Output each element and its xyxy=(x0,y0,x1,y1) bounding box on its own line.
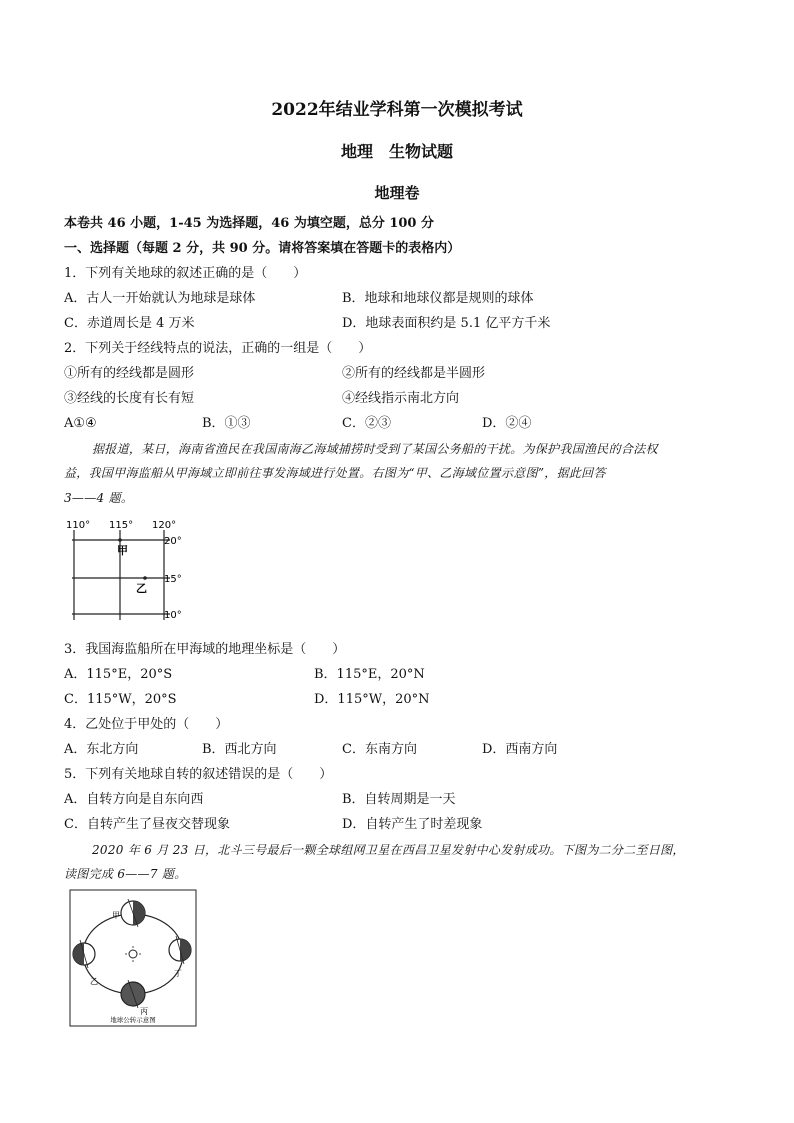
passage-2-line-2: 读图完成 6——7 题。 xyxy=(64,867,187,881)
question-4-option-a: A．东北方向 xyxy=(64,742,139,757)
question-4-option-d: D．西南方向 xyxy=(482,742,558,757)
instruction: 本卷共 46 小题，1-45 为选择题，46 为填空题，总分 100 分 xyxy=(64,216,435,231)
question-4-option-c: C．东南方向 xyxy=(342,742,417,757)
lat-label-20: 20° xyxy=(164,536,182,547)
question-3-option-c: C．115°W，20°S xyxy=(64,692,177,707)
diagram-caption: 地球公转示意图 xyxy=(110,1016,156,1024)
question-2-statement-1: ①所有的经线都是圆形 xyxy=(64,366,195,381)
question-3-option-d: D．115°W，20°N xyxy=(314,692,430,707)
point-yi-marker xyxy=(143,576,147,580)
question-5-stem: 5．下列有关地球自转的叙述错误的是（ ） xyxy=(64,767,333,782)
passage-2-line-1: 2020 年 6 月 23 日，北斗三号最后一颗全球组网卫星在西昌卫星发射中心发射成功。下图为二分二至日图， xyxy=(92,843,685,857)
passage-1-line-1: 据报道，某日，海南省渔民在我国南海乙海域捕捞时受到了某国公务船的干扰。为保护我国渔民的合法权 xyxy=(92,442,658,456)
question-2-option-b: B．①③ xyxy=(202,416,251,431)
exam-subtitle: 地理 生物试题 xyxy=(340,142,454,161)
question-5-option-c: C．自转产生了昼夜交替现象 xyxy=(64,817,230,832)
question-4-option-b: B．西北方向 xyxy=(202,742,277,757)
question-5-option-d: D．自转产生了时差现象 xyxy=(342,817,483,832)
question-5-option-b: B．自转周期是一天 xyxy=(342,792,456,807)
question-2-option-c: C．②③ xyxy=(342,416,391,431)
lon-label-115: 115° xyxy=(109,520,134,531)
part-heading: 一、选择题（每题 2 分，共 90 分。请将答案填在答题卡的表格内） xyxy=(64,241,461,256)
question-3-stem: 3．我国海监船所在甲海域的地理坐标是（ ） xyxy=(64,642,346,657)
passage-1-line-2: 益，我国甲海监船从甲海域立即前往事发海域进行处置。右图为“甲、乙海域位置示意图”，据此回答 xyxy=(64,466,606,480)
position-label-ding: 丁 xyxy=(174,969,182,978)
question-2-stem: 2．下列关于经线特点的说法，正确的一组是（ ） xyxy=(64,341,372,356)
point-jia-marker xyxy=(118,538,122,542)
question-2-option-a: A①④ xyxy=(64,416,97,431)
lat-label-15: 15° xyxy=(164,574,182,585)
passage-1-line-3: 3——4 题。 xyxy=(64,491,134,505)
question-4-stem: 4．乙处位于甲处的（ ） xyxy=(64,717,229,732)
lon-label-110: 110° xyxy=(66,520,91,531)
question-1-option-c: C．赤道周长是 4 万米 xyxy=(64,316,195,331)
position-label-jia: 甲 xyxy=(112,911,120,920)
question-1-option-a: A．古人一开始就认为地球是球体 xyxy=(64,291,256,306)
exam-title: 2022年结业学科第一次模拟考试 xyxy=(271,100,523,120)
position-label-bing: 丙 xyxy=(140,1007,148,1016)
point-jia-label: 甲 xyxy=(117,544,128,557)
question-2-option-d: D．②④ xyxy=(482,416,532,431)
question-2-statement-2: ②所有的经线都是半圆形 xyxy=(342,366,486,381)
question-2-statement-4: ④经线指示南北方向 xyxy=(342,391,460,406)
question-1-option-d: D．地球表面积约是 5.1 亿平方千米 xyxy=(342,316,551,331)
section-title: 地理卷 xyxy=(374,184,420,202)
lat-label-10: 10° xyxy=(164,610,182,621)
sea-area-map xyxy=(60,516,190,626)
question-1-option-b: B．地球和地球仪都是规则的球体 xyxy=(342,291,534,306)
question-3-option-b: B．115°E，20°N xyxy=(314,667,425,682)
question-2-statement-3: ③经线的长度有长有短 xyxy=(64,391,195,406)
earth-revolution-diagram xyxy=(68,888,198,1028)
question-3-option-a: A．115°E，20°S xyxy=(64,667,173,682)
lon-label-120: 120° xyxy=(152,520,177,531)
question-1-stem: 1．下列有关地球的叙述正确的是（ ） xyxy=(64,266,307,281)
question-5-option-a: A．自转方向是自东向西 xyxy=(64,792,204,807)
position-label-yi: 乙 xyxy=(90,977,98,986)
point-yi-label: 乙 xyxy=(136,582,147,595)
